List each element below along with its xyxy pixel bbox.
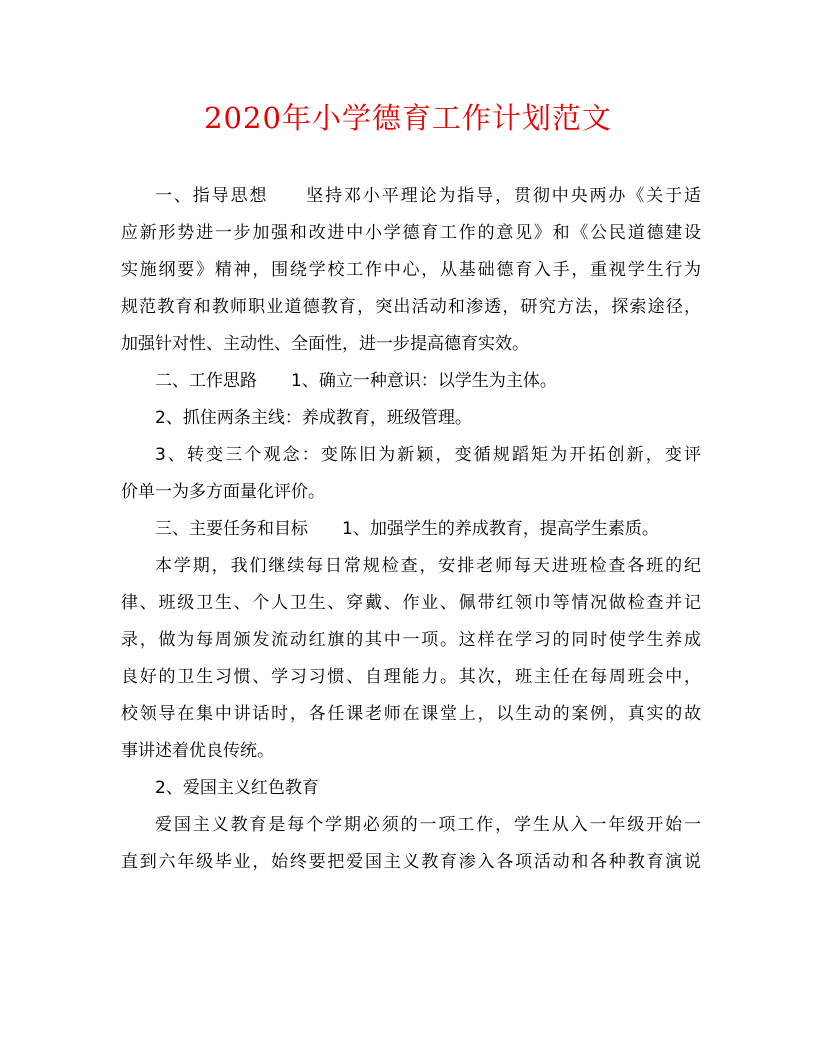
paragraph-line: 价单一为多方面量化评价。: [121, 482, 325, 502]
paragraph-line: 直到六年级毕业，始终要把爱国主义教育渗入各项活动和各种教育演说: [121, 852, 701, 872]
paragraph-line: 本学期，我们继续每日常规检查，安排老师每天进班检查各班的纪: [155, 556, 701, 576]
paragraph-line: 实施纲要》精神，围绕学校工作中心，从基础德育入手，重视学生行为: [121, 260, 701, 280]
paragraph-line: 2、抓住两条主线：养成教育，班级管理。: [155, 408, 472, 428]
paragraph-line: 3、转变三个观念：变陈旧为新颖，变循规蹈矩为开拓创新，变评: [155, 445, 701, 465]
paragraph-line: 二、工作思路 1、确立一种意识：以学生为主体。: [155, 371, 557, 391]
document-title: 2020年小学德育工作计划范文: [204, 101, 612, 135]
paragraph-line: 事讲述着优良传统。: [121, 741, 274, 761]
paragraph-line: 加强针对性、主动性、全面性，进一步提高德育实效。: [121, 334, 529, 354]
document-body: [121, 178, 701, 881]
paragraph-line: 2、爱国主义红色教育: [155, 778, 319, 798]
paragraph-line: 律、班级卫生、个人卫生、穿戴、作业、佩带红领巾等情况做检查并记: [121, 593, 701, 613]
paragraph-line: 良好的卫生习惯、学习习惯、自理能力。其次，班主任在每周班会中，: [121, 667, 701, 687]
paragraph-line: 应新形势进一步加强和改进中小学德育工作的意见》和《公民道德建设: [121, 223, 701, 243]
paragraph-line: 一、指导思想 坚持邓小平理论为指导，贯彻中央两办《关于适: [155, 186, 701, 206]
paragraph-line: 爱国主义教育是每个学期必须的一项工作，学生从入一年级开始一: [155, 815, 701, 835]
paragraph-line: 规范教育和教师职业道德教育，突出活动和渗透，研究方法，探索途径，: [121, 297, 701, 317]
paragraph-line: 三、主要任务和目标 1、加强学生的养成教育，提高学生素质。: [155, 519, 659, 539]
paragraph-line: 录，做为每周颁发流动红旗的其中一项。这样在学习的同时使学生养成: [121, 630, 701, 650]
paragraph-line: 校领导在集中讲话时，各任课老师在课堂上，以生动的案例，真实的故: [121, 704, 701, 724]
